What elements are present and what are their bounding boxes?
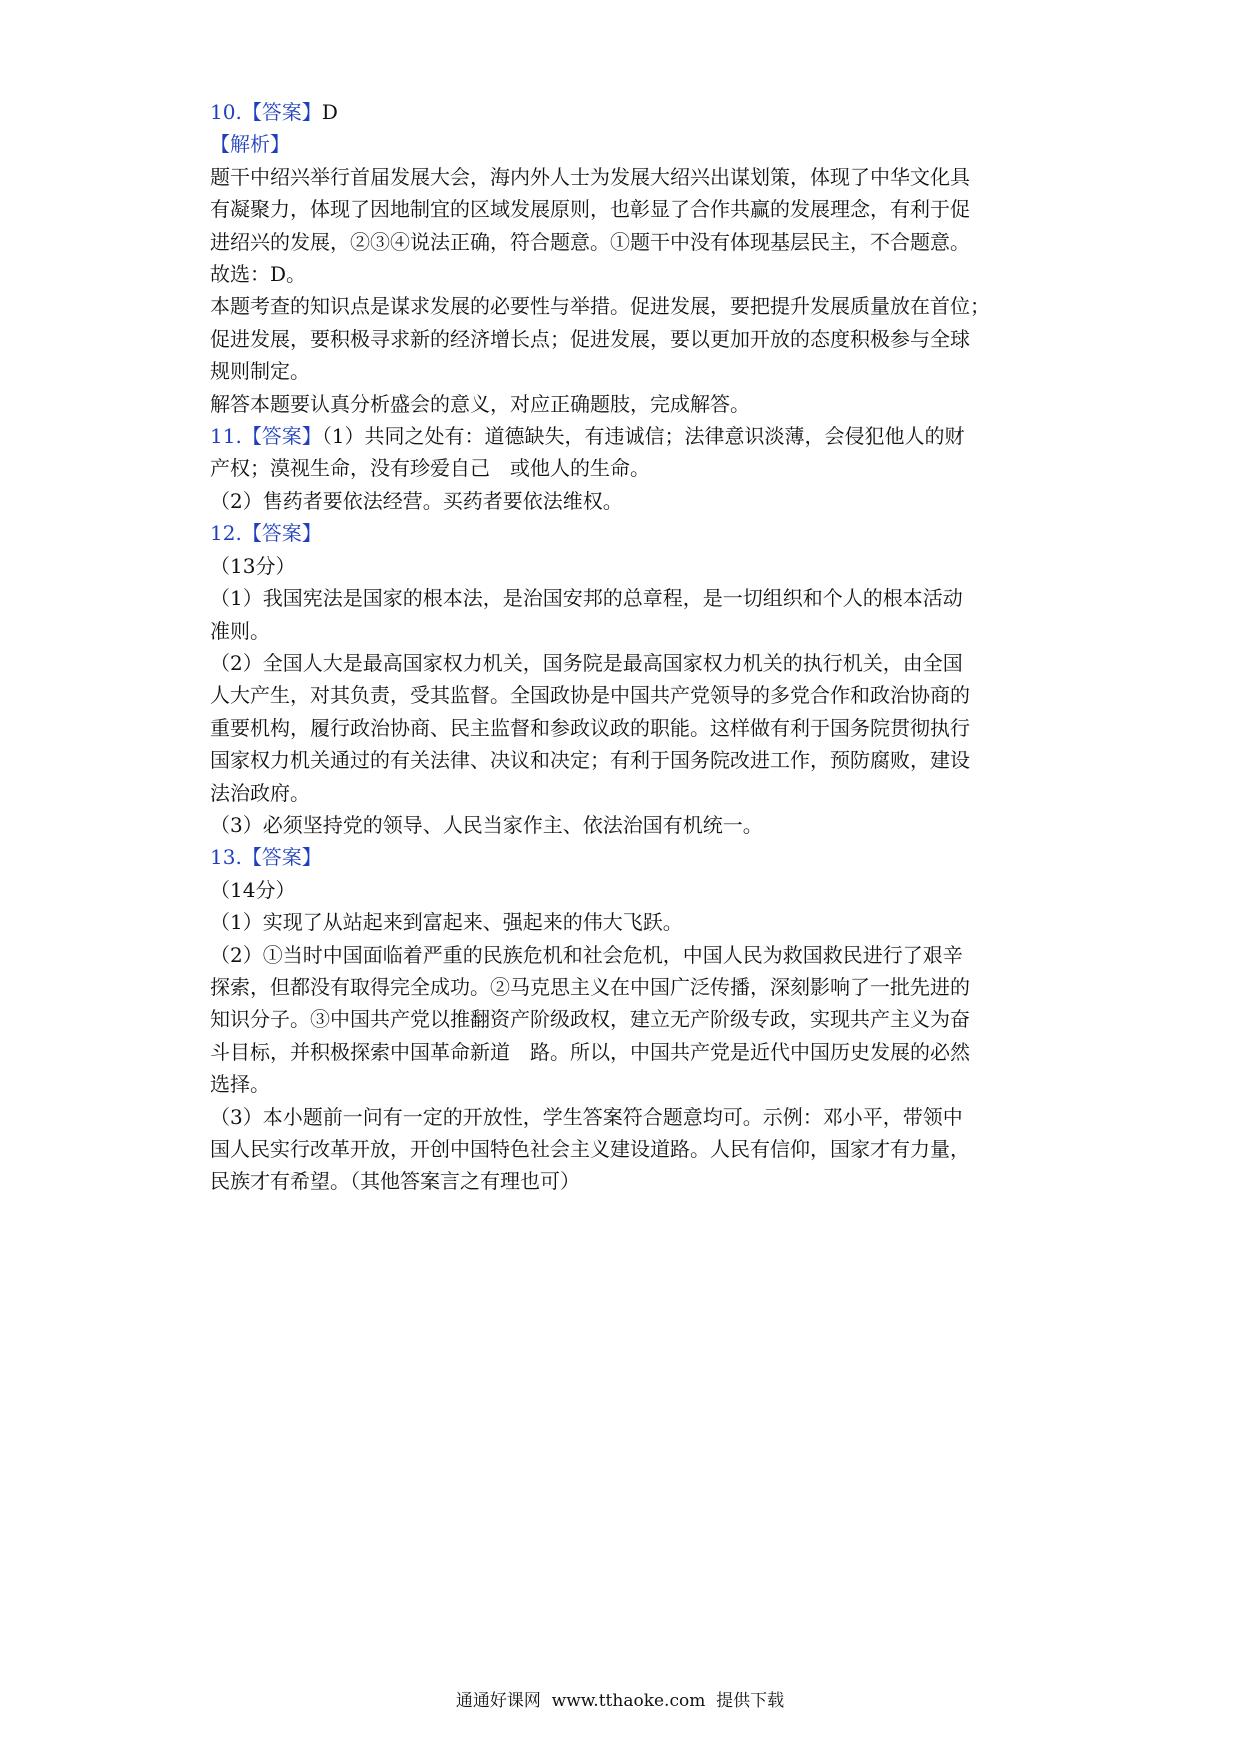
q11-first-line: （1）共同之处有：道德缺失，有违诚信；法律意识淡薄，会侵犯他人的财 [321,424,965,449]
q10-line: 故选：D。 [210,262,307,287]
q12-answer-label: 【答案】 [241,521,322,546]
q12-number: 12. [210,521,242,546]
q12-line: 准则。 [210,618,270,643]
q12-line: 法治政府。 [210,780,310,805]
q10-line: 解答本题要认真分析盛会的意义，对应正确题肢，完成解答。 [210,391,750,416]
q11-answer-label: 【答案】 [241,424,322,449]
q13-line: （2）①当时中国面临着严重的民族危机和社会危机，中国人民为救国救民进行了艰辛 [210,942,963,967]
q13-answer-line [210,841,1040,873]
q10-line: 题干中绍兴举行首届发展大会，海内外人士为发展大绍兴出谋划策，体现了中华文化具 [210,164,970,189]
q10-line: 本题考查的知识点是谋求发展的必要性与举措。促进发展，要把提升发展质量放在首位； [210,294,990,319]
q10-analysis-label: 【解析】 [210,132,290,157]
q11-line: 产权；漠视生命，没有珍爱自己 或他人的生命。 [210,456,650,481]
q10-answer-label: 【答案】 [241,100,322,124]
q13-answer-label: 【答案】 [241,845,322,870]
q13-line: 知识分子。③中国共产党以推翻资产阶级政权，建立无产阶级专政，实现共产主义为奋 [210,1007,970,1032]
q11-number: 11. [210,424,242,449]
q11-answer-line [210,420,1040,452]
q13-number: 13. [210,845,242,870]
q12-line: （2）全国人大是最高国家权力机关，国务院是最高国家权力机关的执行机关，由全国 [210,650,963,675]
page-footer: 通通好课网 www.tthaoke.com 提供下载 [455,1691,785,1711]
q13-line: （1）实现了从站起来到富起来、强起来的伟大飞跃。 [210,910,683,935]
q10-line: 有凝聚力，体现了因地制宜的区域发展原则，也彰显了合作共赢的发展理念，有利于促 [210,197,970,222]
q12-answer-line [210,517,1040,549]
q12-line: 国家权力机关通过的有关法律、决议和决定；有利于国务院改进工作，预防腐败，建设 [210,748,970,773]
q12-line: （1）我国宪法是国家的根本法，是治国安邦的总章程，是一切组织和个人的根本活动 [210,586,963,611]
q10-answer-line [210,96,1040,128]
q13-line: 民族才有希望。（其他答案言之有理也可） [210,1169,580,1194]
q13-line: （14分） [210,877,296,902]
q12-line: （13分） [210,553,296,578]
document-body [210,96,1040,1198]
q10-number: 10. [210,100,242,124]
q10-line: 促进发展，要积极寻求新的经济增长点；促进发展，要以更加开放的态度积极参与全球 [210,326,970,351]
q10-line: 规则制定。 [210,359,310,384]
q11-line: （2）售药者要依法经营。买药者要依法维权。 [210,488,623,513]
q10-answer-value: D [321,100,338,124]
q13-line: 国人民实行改革开放，开创中国特色社会主义建设道路。人民有信仰，国家才有力量， [210,1137,970,1161]
q12-line: （3）必须坚持党的领导、人民当家作主、依法治国有机统一。 [210,812,763,837]
q13-line: 探索，但都没有取得完全成功。②马克思主义在中国广泛传播，深刻影响了一批先进的 [210,974,970,999]
q12-line: 重要机构，履行政治协商、民主监督和参政议政的职能。这样做有利于国务院贯彻执行 [210,715,970,740]
q12-line: 人大产生，对其负责，受其监督。全国政协是中国共产党领导的多党合作和政治协商的 [210,683,970,708]
q13-line: 选择。 [210,1072,270,1097]
q13-line: （3）本小题前一问有一定的开放性，学生答案符合题意均可。示例：邓小平，带领中 [210,1104,963,1129]
q10-line: 进绍兴的发展，②③④说法正确，符合题意。①题干中没有体现基层民主，不合题意。 [210,229,970,254]
q13-line: 斗目标，并积极探索中国革命新道 路。所以，中国共产党是近代中国历史发展的必然 [210,1039,970,1064]
